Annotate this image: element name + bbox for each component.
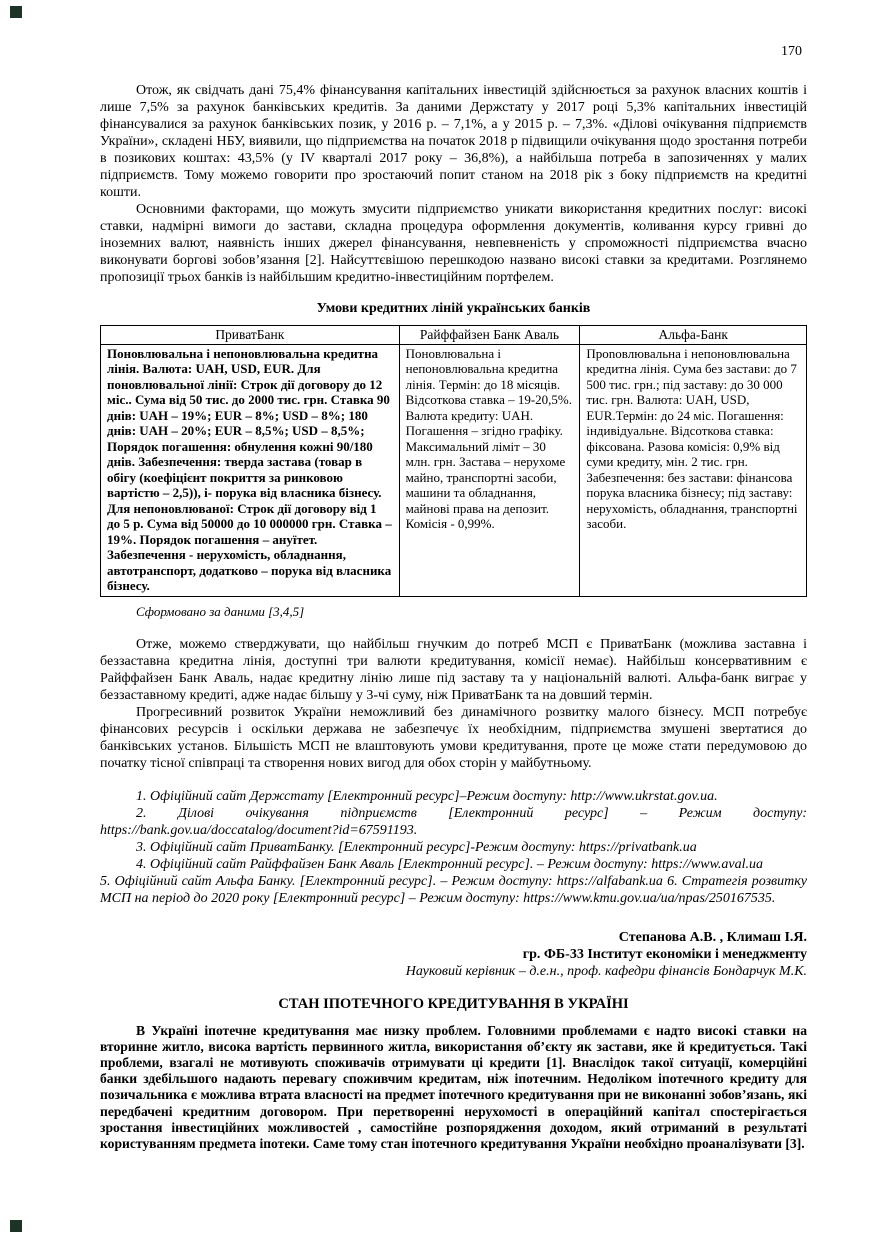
paragraph-credit-factors: Основними факторами, що можуть змусити підприємство уникати використання кредитних послуг: високі ставки, надмірні вимоги до застави, складна процедура оформлення документів, коливання курсу гривні до іноземних валют, наявність інших джерел фінансування, невпевненість у спроможності підприємства вчасно виконувати боргові зобов’язання [2]. Найсуттєвішою перешкодою названо високі ставки за кредитами. Розглянемо пропозиції трьох банків із найбільшим кредитно-інвестиційним портфелем.: [100, 202, 807, 285]
reference-item-5: 5. Офіційний сайт Альфа Банку. [Електронний ресурс]. – Режим доступу: https://alfabank.ua 6. Стратегія розвитку МСП на період до 2020 року [Електронний ресурс] – Режим доступу: https://www.kmu.gov.ua/ua/npas/250167535.: [100, 873, 807, 906]
authors-affiliation: гр. ФБ-33 Інститут економіки і менеджменту: [522, 946, 807, 962]
reference-item-1: 1. Офіційний сайт Держстату [Електронний ресурс]–Режим доступу: http://www.ukrstat.gov.ua.: [136, 788, 718, 804]
table-source-note: Сформовано за даними [3,4,5]: [136, 603, 305, 619]
credit-lines-table: [100, 325, 807, 597]
page-corner-mark-top: [10, 6, 22, 18]
authors-supervisor: Науковий керівник – д.е.н., проф. кафедри фінансів Бондарчук М.К.: [405, 963, 807, 979]
table-header-alfabank: Альфа-Банк: [580, 326, 807, 345]
table-header-privatbank: ПриватБанк: [101, 326, 400, 345]
table-body-row: [101, 344, 807, 596]
reference-item-2: 2. Ділові очікування підприємств [Електронний ресурс] – Режим доступу: https://bank.gov.ua/doccatalog/document?id=67591193.: [100, 805, 807, 838]
table-header-row: [101, 326, 807, 345]
table-cell-raiffeisen: Поновлювальна і непоновлювальна кредитна лінія. Термін: до 18 місяців. Відсоткова ставка – 19-20,5%. Валюта кредиту: UAH. Погашення – згідно графіку. Максимальний ліміт – 30 млн. грн. Застава – нерухоме майно, транспортні засоби, машини та обладнання, майнові права на депозит. Комісія - 0,99%.: [399, 344, 580, 596]
paragraph-financing-stats: Отож, як свідчать дані 75,4% фінансування капітальних інвестицій здійснюється за рахунок власних коштів і лише 7,5% за рахунок банківських кредитів. За даними Держстату у 2017 році 5,3% капітальних інвестицій фінансувалися за рахунок банківських позик, у 2016 р. – 7,1%, а у 2015 р. – 7,3%. «Ділові очікування підприємств України», складені НБУ, виявили, що підприємства на початок 2018 р підвищили очікування щодо зростання потреби в позикових коштах: 43,5% (у IV кварталі 2017 року – 36,8%), а найбільша потреба в запозиченнях у малих підприємств. Тому можемо говорити про зростаючий попит станом на 2018 рік з боку підприємств на кредитні кошти.: [100, 83, 807, 200]
table-cell-alfabank: Пponовлювальна і непоновлювальна кредитна лінія. Сума без застави: до 7 500 тис. грн.; під заставу: до 30 000 тис. грн. Валюта: UAH, USD, EUR.Термін: до 24 міс. Погашення: індивідуальне. Відсоткова ставка: фіксована. Разова комісія: 0,9% від суми кредиту, мін. 2 тис. грн. Забезпечення: без застави: фінансова порука власника бізнесу; під заставу: нерухомість, обладнання, транспортні засоби.: [580, 344, 807, 596]
page-content: [100, 82, 807, 1152]
paragraph-mortgage-problems: В Україні іпотечне кредитування має низку проблем. Головними проблемами є надто високі ставки на вторинне житло, висока вартість первинного житла, використання об’єкту як застави, яке й кредитується. Такі проблеми, взагалі не мотивують споживачів отримувати ці кредити [1]. Внаслідок такої ситуації, комерційні банки здебільшого надають перевагу споживчим кредитам, ніж іпотечним. Недоліком іпотечного кредиту для позичальника є можлива втрата власності на предмет іпотечного кредитування при не виконанні зобов’язань, які передбачені кредитним договором. При перетворенні нерухомості в операційний капітал спостерігається зростання інвестиційних можливостей , самостійне розпорядження доходом, який отриманий в результаті користуванням предмета іпотеки. Саме тому стан іпотечного кредитування України необхідно проаналізувати [3].: [100, 1022, 807, 1151]
references-list: [100, 788, 807, 907]
authors-block: [100, 929, 807, 980]
table-cell-privatbank: Поновлювальна і непоновлювальна кредитна лінія. Валюта: UAH, USD, EUR. Для поновлювальної лінії: Строк дії договору до 12 міс.. Сума від 50 тис. до 2000 тис. грн. Ставка 90 днів: UAH – 19%; EUR – 8%; USD – 8%; 180 днів: UAH – 20%; EUR – 8,5%; USD – 8,5%; Порядок погашення: обнулення кожні 90/180 днів. Забезпечення: тверда застава (товар в обігу (коефіцієнт покриття за ринковою вартістю – 2,5)), і- порука від власника бізнесу. Для непоновлюваної: Строк дії договору від 1 до 5 р. Сума від 50000 до 10 000000 грн. Ставка – 19%. Порядок погашення – ануїтет. Забезпечення - нерухомість, обладнання, автотранспорт, додатково – порука від власника бізнесу.: [101, 344, 400, 596]
page-corner-mark-bottom: [10, 1220, 22, 1232]
authors-names: Степанова А.В. , Климаш І.Я.: [618, 929, 807, 945]
section-title: СТАН ІПОТЕЧНОГО КРЕДИТУВАННЯ В УКРАЇНІ: [278, 995, 629, 1012]
reference-item-3: 3. Офіційний сайт ПриватБанку. [Електронний ресурс]-Режим доступу: https://privatbank.ua: [136, 839, 697, 855]
table-title: Умови кредитних ліній українських банків: [316, 301, 591, 316]
page-number: 170: [781, 44, 802, 59]
paragraph-conclusion-banks: Отже, можемо стверджувати, що найбільш гнучким до потреб МСП є ПриватБанк (можлива заставна і беззаставна кредитна лінія, доступні три валюти кредитування, комісії немає). Найбільш консервативним є Райффайзен Банк Аваль, надає кредитну лінію лише під заставу та у національній валюті. Альфа-банк виграє у беззаставному кредиті, адже надає більшу у 3-чі суму, ніж ПриватБанк та на довший термін.: [100, 636, 807, 703]
table-header-raiffeisen: Райффайзен Банк Аваль: [399, 326, 580, 345]
paragraph-conclusion-development: Прогресивний розвиток України неможливий без динамічного розвитку малого бізнесу. МСП потребує фінансових ресурсів і оскільки держава не забезпечує їх необхідним, підприємства змушені звертатися до банківських установ. Більшість МСП не влаштовують умови кредитування, проте це може стати передумовою до початку тісної співпраці та створення нових вигод для обох сторін у майбутньому.: [100, 704, 807, 771]
reference-item-4: 4. Офіційний сайт Райффайзен Банк Аваль [Електронний ресурс]. – Режим доступу: https://www.aval.ua: [136, 856, 763, 872]
